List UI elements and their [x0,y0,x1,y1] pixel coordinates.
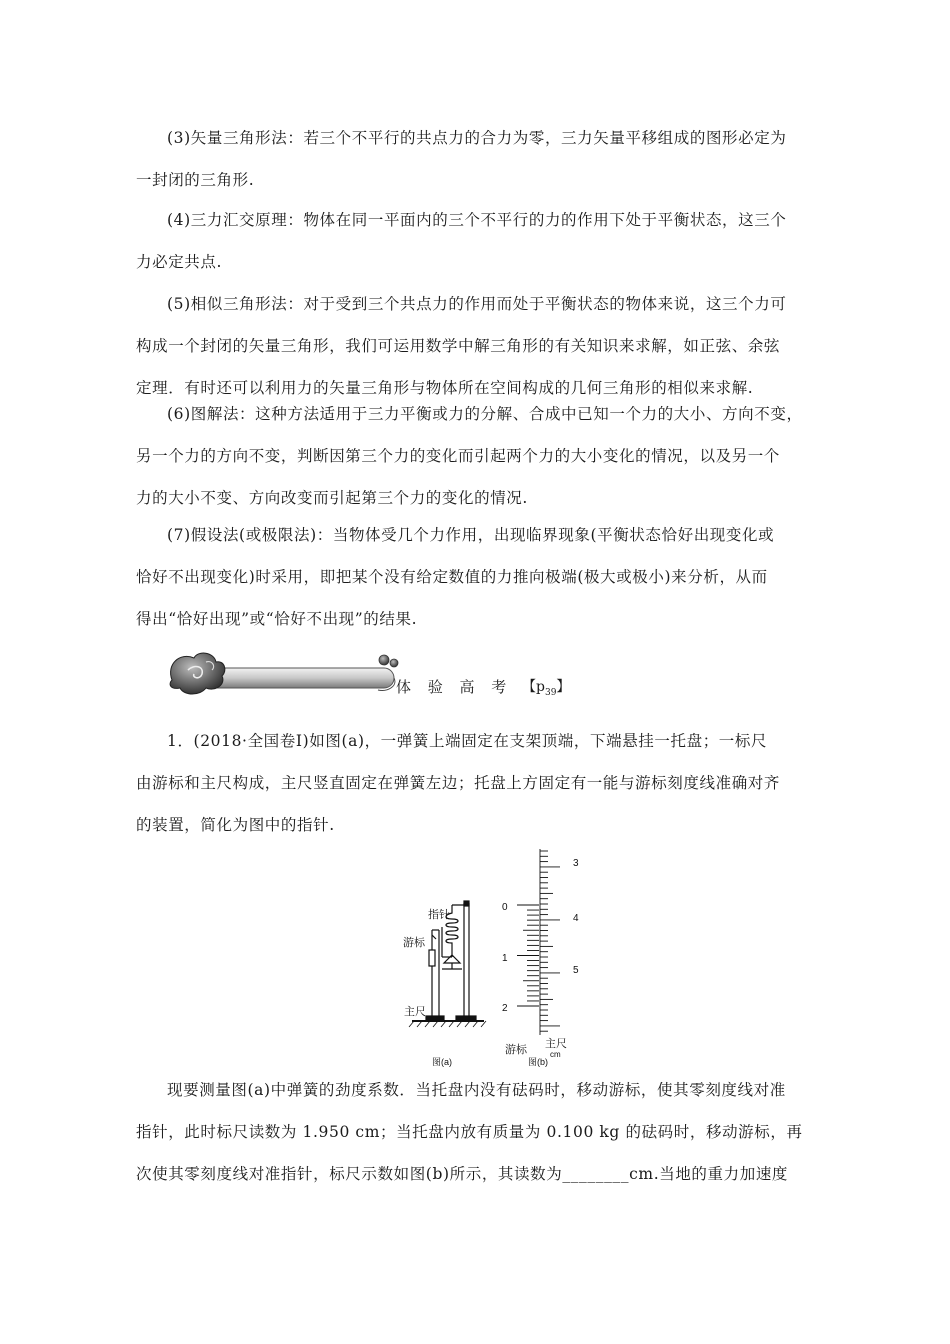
text-line: (6)图解法：这种方法适用于三力平衡或力的分解、合成中已知一个力的大小、方向不变， [167,405,803,423]
label-pointer: 指针 [428,909,450,921]
vernier-label-2: 2 [502,1003,508,1014]
text-line: (3)矢量三角形法：若三个不平行的共点力的合力为零，三力矢量平移组成的图形必定为 [167,129,787,147]
text-line: 力的大小不变、方向改变而引起第三个力的变化的情况. [136,489,528,507]
text-line: 的装置，简化为图中的指针. [136,816,335,834]
paragraph-similar-triangle [136,283,826,409]
paragraph-vector-triangle [136,117,826,201]
page-reference [522,676,570,698]
label-vernier-a: 游标 [403,937,425,949]
paragraph-hypothesis-method [136,514,826,640]
text-line: 力必定共点. [136,253,223,271]
question-1-stem [136,720,826,846]
text-line: 一封闭的三角形. [136,171,255,189]
caption-figure-b: 图(b) [528,1057,548,1067]
text-line: 1．(2018·全国卷Ⅰ)如图(a)，一弹簧上端固定在支架顶端，下端悬挂一托盘；一标尺 [167,732,768,750]
caption-figure-a: 图(a) [432,1057,452,1067]
main-scale-label-5: 5 [573,965,579,976]
text-line: 定理．有时还可以利用力的矢量三角形与物体所在空间构成的几何三角形的相似来求解. [136,379,754,397]
text-line: (5)相似三角形法：对于受到三个共点力的作用而处于平衡状态的物体来说，这三个力可 [167,295,787,313]
text-line: 另一个力的方向不变，判断因第三个力的变化而引起两个力的大小变化的情况，以及另一个 [136,447,781,465]
label-main-scale-a: 主尺 [404,1006,426,1018]
page-ref-number: 39 [544,687,557,698]
label-main-scale-b: 主尺 [545,1038,567,1050]
question-1-continued [136,1069,826,1195]
bracket-close: 】 [556,679,571,695]
bracket-open: 【 [522,679,536,695]
text-line: (7)假设法(或极限法)：当物体受几个力作用，出现临界现象(平衡状态恰好出现变化或 [167,526,775,544]
main-scale-label-3: 3 [573,858,579,869]
text-line: (4)三力汇交原理：物体在同一平面内的三个不平行的力的作用下处于平衡状态，这三个 [167,211,787,229]
vernier-label-0: 0 [502,902,508,913]
label-unit-cm: cm [550,1050,561,1059]
page-ref-prefix: p [536,679,545,695]
text-line: 得出“恰好出现”或“恰好不出现”的结果. [136,610,418,628]
text-line: 指针，此时标尺读数为 1.950 cm；当托盘内放有质量为 0.100 kg 的砝码时，移动游标，再 [136,1123,803,1141]
text-line: 恰好不出现变化)时采用，即把某个没有给定数值的力推向极端(极大或极小)来分析，从而 [136,568,768,586]
label-vernier-b: 游标 [505,1044,527,1056]
text-line: 现要测量图(a)中弹簧的劲度系数．当托盘内没有砝码时，移动游标，使其零刻度线对准 [167,1081,786,1099]
vernier-spring-figure [392,845,592,1075]
text-line: 构成一个封闭的矢量三角形，我们可运用数学中解三角形的有关知识来求解，如正弦、余弦 [136,337,781,355]
vernier-label-1: 1 [502,953,508,964]
paragraph-graphic-method [136,393,826,519]
text-line: 次使其零刻度线对准指针，标尺示数如图(b)所示，其读数为________cm.当地的重力加速度 [136,1165,789,1183]
section-title: 体 验 高 考 [396,678,513,696]
main-scale-label-4: 4 [573,913,579,924]
figure-b [517,849,560,1035]
text-line: 由游标和主尺构成，主尺竖直固定在弹簧左边；托盘上方固定有一能与游标刻度线准确对齐 [136,774,781,792]
paragraph-concurrent-forces [136,199,826,283]
